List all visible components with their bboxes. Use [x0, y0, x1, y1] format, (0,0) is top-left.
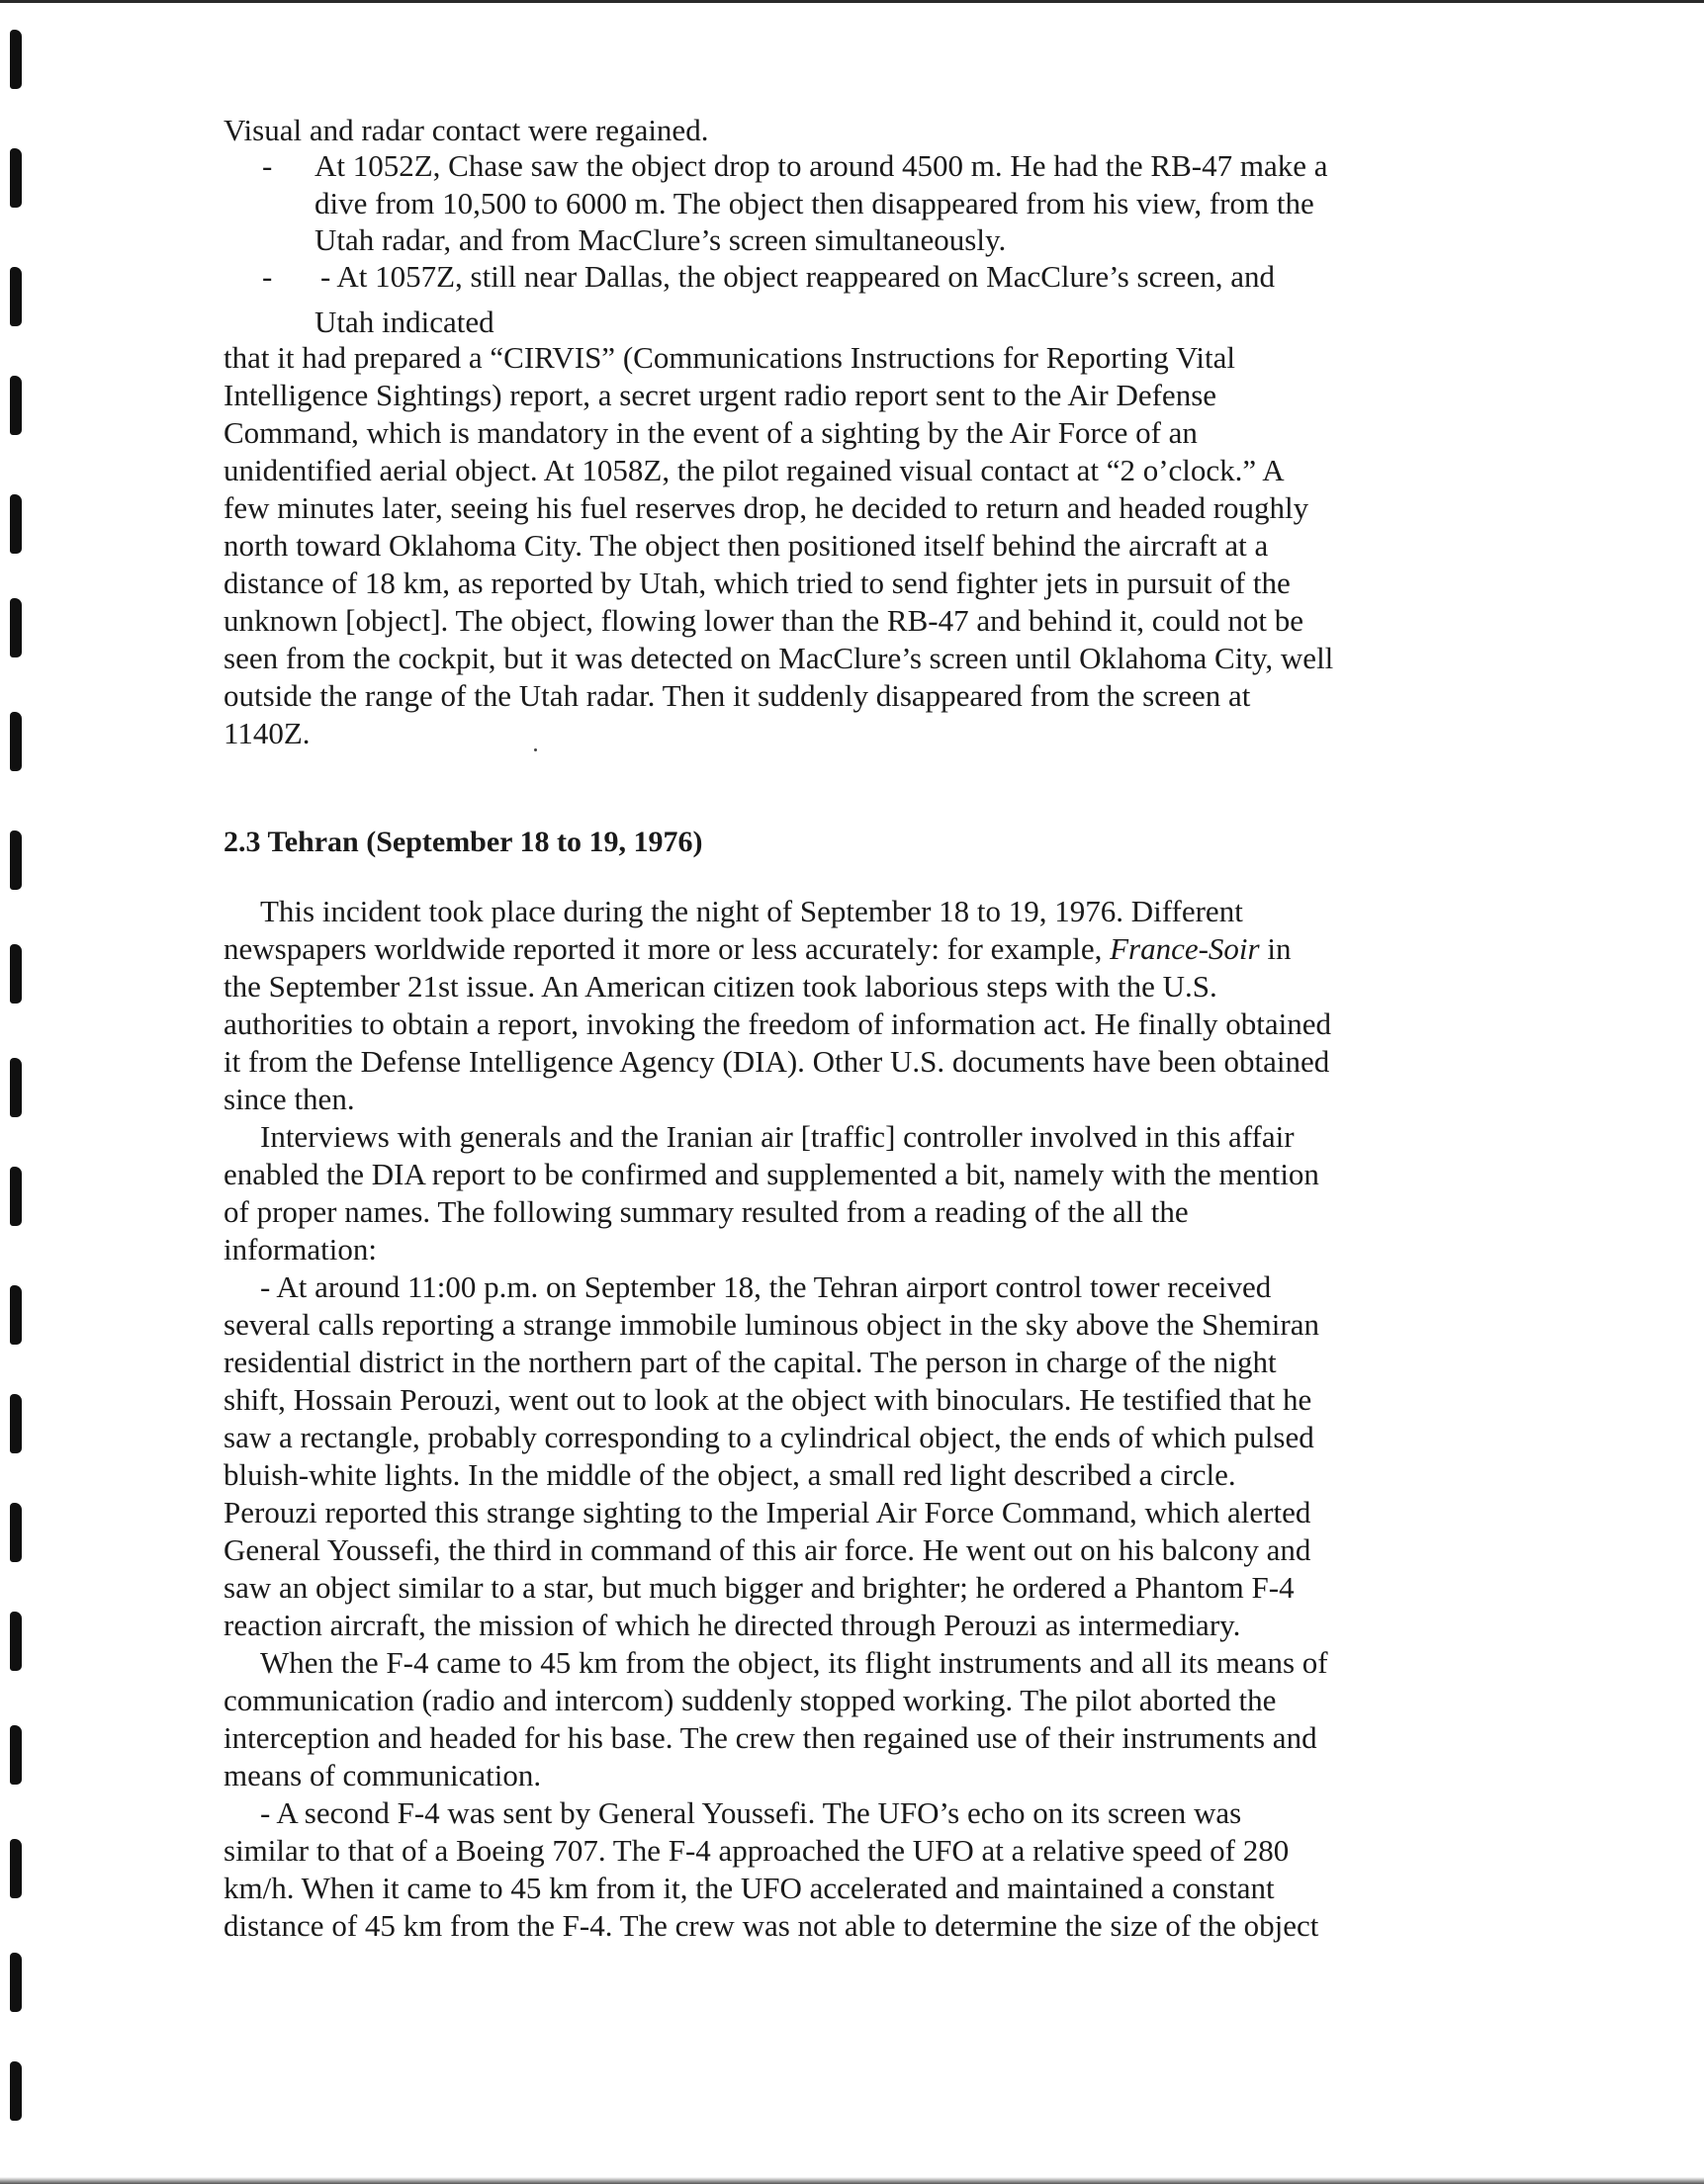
text-line: km/h. When it came to 45 km from it, the UFO accelerated and maintained a constant [224, 1871, 1275, 1905]
text-line: enabled the DIA report to be confirmed and supplemented a bit, namely with the mention [224, 1157, 1319, 1191]
text-line: 1140Z. [224, 716, 311, 750]
scan-speck [534, 748, 537, 751]
binder-hole [10, 376, 22, 435]
text-line: Utah indicated [314, 305, 494, 339]
binder-hole [10, 1503, 22, 1562]
text-line: it from the Defense Intelligence Agency (DIA). Other U.S. documents have been obtained [224, 1044, 1330, 1079]
text-line: distance of 18 km, as reported by Utah, which tried to send fighter jets in pursuit of the [224, 566, 1291, 600]
text-line: saw an object similar to a star, but much bigger and brighter; he ordered a Phantom F-4 [224, 1570, 1295, 1605]
binder-hole [10, 1839, 22, 1898]
binder-hole [10, 494, 22, 554]
text-line: Visual and radar contact were regained. [224, 113, 709, 147]
text-line: similar to that of a Boeing 707. The F-4 approached the UFO at a relative speed of 280 [224, 1833, 1290, 1868]
text-line: distance of 45 km from the F-4. The crew was not able to determine the size of the object [224, 1908, 1319, 1943]
binder-hole [10, 2061, 22, 2121]
binder-hole [10, 1725, 22, 1785]
text-line: Command, which is mandatory in the event of a sighting by the Air Force of an [224, 415, 1198, 450]
text-line: authorities to obtain a report, invoking the freedom of information act. He finally obtained [224, 1006, 1331, 1041]
text-line: Interviews with generals and the Iranian air [traffic] controller involved in this affair [260, 1119, 1295, 1154]
binder-hole [10, 1167, 22, 1226]
scan-bottom-edge [0, 2177, 1704, 2184]
text-line: information: [224, 1232, 377, 1267]
text-line: Intelligence Sightings) report, a secret urgent radio report sent to the Air Defense [224, 378, 1217, 412]
text-line: bluish-white lights. In the middle of the object, a small red light described a circle. [224, 1457, 1236, 1492]
text-line: north toward Oklahoma City. The object then positioned itself behind the aircraft at a [224, 528, 1269, 563]
text-run: newspapers worldwide reported it more or less accurately: for example, [224, 931, 1111, 966]
binder-hole [10, 598, 22, 657]
binder-hole [10, 148, 22, 208]
text-line: since then. [224, 1082, 355, 1116]
binder-hole [10, 944, 22, 1004]
binder-hole [10, 712, 22, 771]
text-line [224, 929, 1292, 969]
text-line: unidentified aerial object. At 1058Z, the pilot regained visual contact at “2 o’clock.” A [224, 453, 1285, 487]
text-line: - At 1057Z, still near Dallas, the object reappeared on MacClure’s screen, and [320, 259, 1275, 294]
binder-hole [10, 1394, 22, 1453]
binder-hole [10, 267, 22, 326]
text-line: seen from the cockpit, but it was detected on MacClure’s screen until Oklahoma City, well [224, 641, 1334, 675]
text-line: communication (radio and intercom) suddenly stopped working. The pilot aborted the [224, 1683, 1277, 1717]
text-line: When the F-4 came to 45 km from the object, its flight instruments and all its means of [260, 1645, 1328, 1680]
bullet-dash: - [262, 259, 273, 294]
text-line: several calls reporting a strange immobile luminous object in the sky above the Shemiran [224, 1307, 1319, 1342]
text-line: few minutes later, seeing his fuel reserves drop, he decided to return and headed roughly [224, 490, 1309, 525]
text-line: General Youssefi, the third in command of this air force. He went out on his balcony and [224, 1532, 1311, 1567]
text-line: means of communication. [224, 1758, 542, 1792]
text-line: the September 21st issue. An American citizen took laborious steps with the U.S. [224, 969, 1217, 1004]
binder-hole [10, 1953, 22, 2012]
text-line: shift, Hossain Perouzi, went out to look at the object with binoculars. He testified that he [224, 1382, 1312, 1417]
text-line: that it had prepared a “CIRVIS” (Communications Instructions for Reporting Vital [224, 340, 1236, 375]
text-line: Perouzi reported this strange sighting to the Imperial Air Force Command, which alerted [224, 1495, 1311, 1529]
text-line: Utah radar, and from MacClure’s screen simultaneously. [314, 222, 1007, 257]
text-line: saw a rectangle, probably corresponding to a cylindrical object, the ends of which pulsed [224, 1420, 1314, 1454]
newspaper-title: France-Soir [1110, 931, 1260, 966]
scan-top-edge [0, 0, 1704, 3]
text-line: outside the range of the Utah radar. Then it suddenly disappeared from the screen at [224, 678, 1251, 713]
section-heading: 2.3 Tehran (September 18 to 19, 1976) [224, 826, 703, 858]
bullet-dash: - [262, 148, 273, 183]
text-line: of proper names. The following summary resulted from a reading of the all the [224, 1194, 1189, 1229]
text-line: dive from 10,500 to 6000 m. The object then disappeared from his view, from the [314, 186, 1314, 220]
text-line: - At around 11:00 p.m. on September 18, the Tehran airport control tower received [260, 1269, 1272, 1304]
text-line: reaction aircraft, the mission of which he directed through Perouzi as intermediary. [224, 1608, 1241, 1642]
binder-hole [10, 830, 22, 890]
text-line: interception and headed for his base. The crew then regained use of their instruments and [224, 1720, 1317, 1755]
text-line: This incident took place during the night of September 18 to 19, 1976. Different [260, 894, 1243, 928]
text-line: - A second F-4 was sent by General Youssefi. The UFO’s echo on its screen was [260, 1795, 1242, 1830]
binder-hole [10, 1058, 22, 1117]
text-line: At 1052Z, Chase saw the object drop to around 4500 m. He had the RB-47 make a [314, 148, 1328, 183]
binder-hole [10, 1612, 22, 1671]
binder-hole [10, 1285, 22, 1345]
text-line: residential district in the northern part of the capital. The person in charge of the night [224, 1345, 1277, 1379]
text-line: unknown [object]. The object, flowing lower than the RB-47 and behind it, could not be [224, 603, 1303, 638]
binder-hole [10, 30, 22, 89]
text-run: in [1259, 931, 1292, 966]
